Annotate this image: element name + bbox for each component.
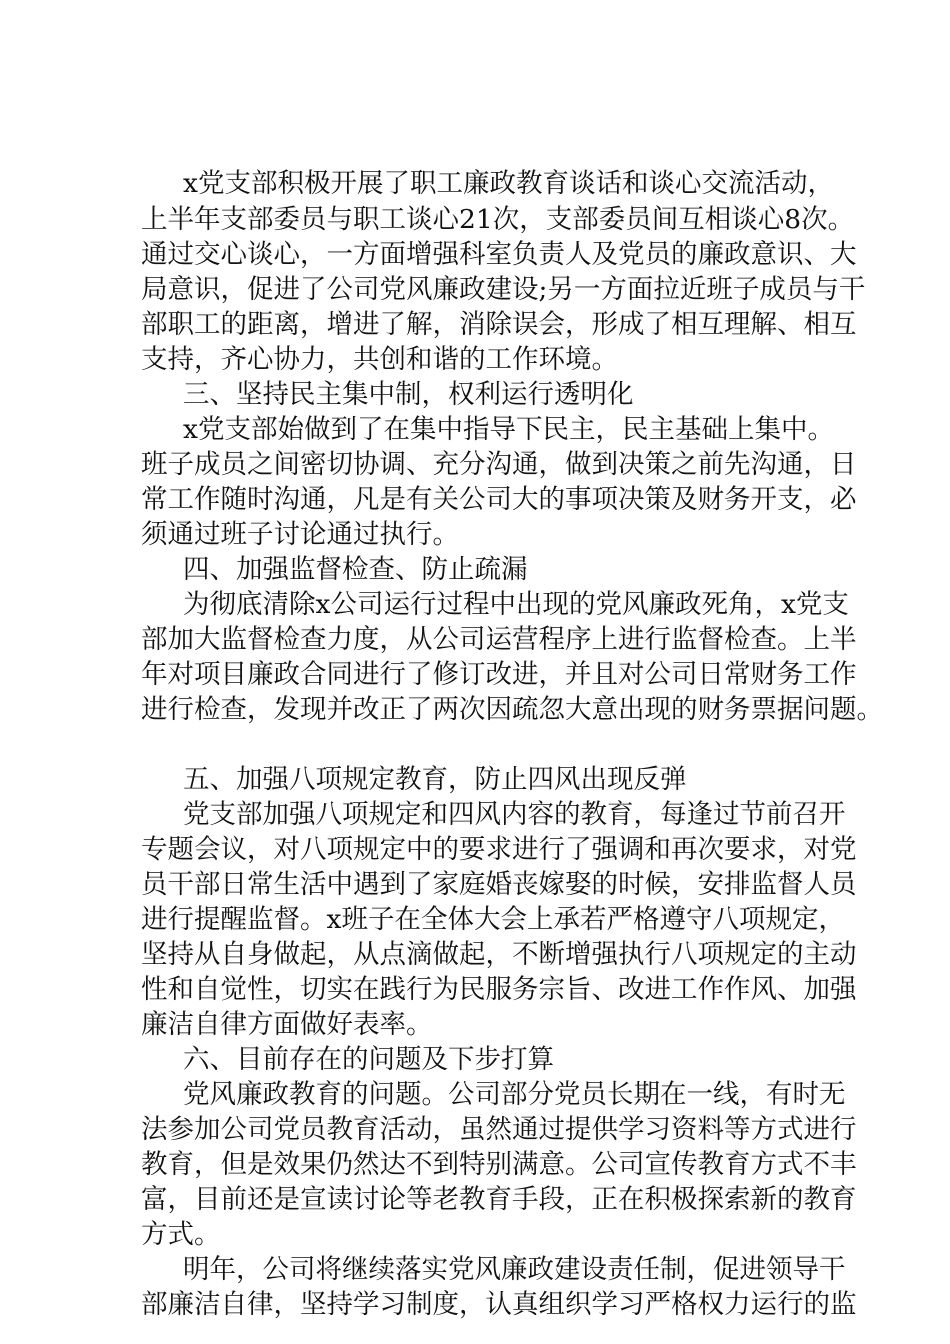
body-line: 为彻底清除x公司运行过程中出现的党风廉政死角，x党支: [183, 589, 849, 620]
body-line: 坚持从自身做起，从点滴做起，不断增强执行八项规定的主动: [141, 939, 857, 970]
body-line: 廉洁自律方面做好表率。: [141, 1009, 433, 1040]
body-line: 专题会议，对八项规定中的要求进行了强调和再次要求，对党: [141, 834, 857, 865]
body-line: 部加大监督检查力度，从公司运营程序上进行监督检查。上半: [141, 624, 857, 655]
body-line: 部廉洁自律，坚持学习制度，认真组织学习严格权力运行的监: [141, 1289, 857, 1320]
body-line: 上半年支部委员与职工谈心21次，支部委员间互相谈心8次。: [141, 204, 855, 235]
body-line: 员干部日常生活中遇到了家庭婚丧嫁娶的时候，安排监督人员: [141, 869, 857, 900]
body-line: 性和自觉性，切实在践行为民服务宗旨、改进工作作风、加强: [141, 974, 857, 1005]
body-line: 明年，公司将继续落实党风廉政建设责任制，促进领导干: [183, 1254, 846, 1285]
body-line: 进行提醒监督。x班子在全体大会上承若严格遵守八项规定，: [141, 904, 845, 935]
body-line: 富，目前还是宣读讨论等老教育手段，正在积极探索新的教育: [141, 1184, 857, 1215]
body-line: 党支部加强八项规定和四风内容的教育，每逢过节前召开: [183, 799, 846, 830]
body-line: 须通过班子讨论通过执行。: [141, 519, 459, 550]
body-line: 部职工的距离，增进了解，消除误会，形成了相互理解、相互: [141, 309, 857, 340]
section-heading: 五、加强八项规定教育，防止四风出现反弹: [183, 764, 687, 795]
body-line: 教育，但是效果仍然达不到特别满意。公司宣传教育方式不丰: [141, 1149, 857, 1180]
section-heading: 六、目前存在的问题及下步打算: [183, 1044, 554, 1075]
body-line: 方式。: [141, 1219, 221, 1250]
body-line: x党支部始做到了在集中指导下民主，民主基础上集中。: [183, 414, 834, 445]
body-line: 局意识，促进了公司党风廉政建设;另一方面拉近班子成员与干: [141, 274, 866, 305]
body-line: 通过交心谈心，一方面增强科室负责人及党员的廉政意识、大: [141, 239, 857, 270]
section-heading: 四、加强监督检查、防止疏漏: [183, 554, 528, 585]
section-heading: 三、坚持民主集中制，权利运行透明化: [183, 379, 634, 410]
body-line: 党风廉政教育的问题。公司部分党员长期在一线，有时无: [183, 1079, 846, 1110]
body-line: 进行检查，发现并改正了两次因疏忽大意出现的财务票据问题。: [141, 694, 883, 725]
body-line: x党支部积极开展了职工廉政教育谈话和谈心交流活动，: [183, 168, 834, 199]
body-line: 支持，齐心协力，共创和谐的工作环境。: [141, 344, 618, 375]
body-line: 法参加公司党员教育活动，虽然通过提供学习资料等方式进行: [141, 1114, 857, 1145]
body-line: 年对项目廉政合同进行了修订改进，并且对公司日常财务工作: [141, 659, 857, 690]
body-line: 常工作随时沟通，凡是有关公司大的事项决策及财务开支，必: [141, 484, 857, 515]
body-line: 班子成员之间密切协调、充分沟通，做到决策之前先沟通，日: [141, 449, 857, 480]
